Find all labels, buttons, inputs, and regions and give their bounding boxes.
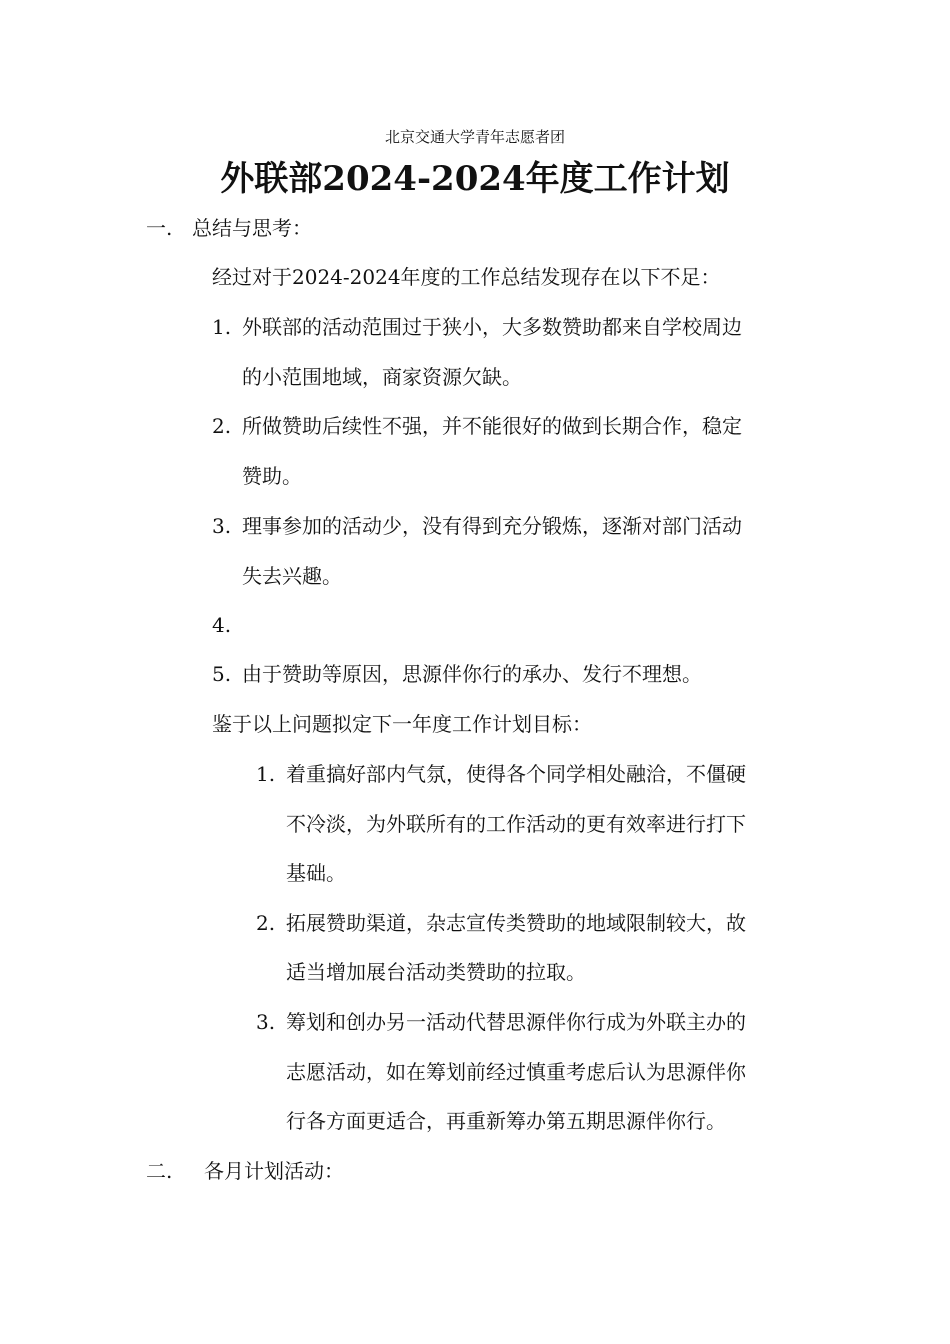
section-heading-monthly: [146, 1157, 344, 1185]
section-number: 二.: [146, 1159, 173, 1183]
list-text: 理事参加的活动少，没有得到充分锻炼，逐渐对部门活动: [242, 514, 742, 538]
section-heading-text: 总结与思考：: [192, 216, 312, 240]
list-text: 筹划和创办另一活动代替思源伴你行成为外联主办的: [286, 1010, 746, 1034]
list-number: 2.: [256, 911, 276, 935]
list-number: 1.: [212, 315, 232, 339]
list-item: [212, 412, 742, 440]
list-text: 由于赞助等原因，思源伴你行的承办、发行不理想。: [242, 662, 702, 686]
section-number: 一.: [146, 216, 173, 240]
list-continuation: 志愿活动，如在筹划前经过慎重考虑后认为思源伴你: [286, 1060, 746, 1084]
list-number: 1.: [256, 762, 276, 786]
list-text: 所做赞助后续性不强，并不能很好的做到长期合作，稳定: [242, 414, 742, 438]
list-item: [212, 660, 702, 688]
list-text: 着重搞好部内气氛，使得各个同学相处融洽，不僵硬: [286, 762, 746, 786]
list-item: [256, 760, 746, 788]
list-item: [212, 313, 742, 341]
list-number: 5.: [212, 662, 232, 686]
section-heading-summary: [146, 214, 312, 242]
list-continuation: 不冷淡，为外联所有的工作活动的更有效率进行打下: [286, 812, 746, 836]
organization-name: 北京交通大学青年志愿者团: [384, 128, 565, 146]
list-continuation: 的小范围地域，商家资源欠缺。: [242, 365, 522, 389]
section-heading-text: 各月计划活动：: [204, 1159, 344, 1183]
list-continuation: 适当增加展台活动类赞助的拉取。: [286, 960, 586, 984]
list-number: 4.: [212, 613, 232, 637]
list-item: [212, 512, 742, 540]
summary-intro: 经过对于2024-2024年度的工作总结发现存在以下不足：: [212, 265, 721, 289]
list-number: 3.: [256, 1010, 276, 1034]
list-item: [256, 1008, 746, 1036]
list-item: [212, 611, 242, 639]
list-item: [256, 909, 746, 937]
goals-intro: 鉴于以上问题拟定下一年度工作计划目标：: [212, 712, 592, 736]
list-continuation: 赞助。: [242, 464, 302, 488]
list-continuation: 失去兴趣。: [242, 564, 342, 588]
document-title: 外联部2024-2024年度工作计划: [220, 159, 730, 199]
list-number: 2.: [212, 414, 232, 438]
list-continuation: 基础。: [286, 861, 346, 885]
list-number: 3.: [212, 514, 232, 538]
list-text: 拓展赞助渠道，杂志宣传类赞助的地域限制较大，故: [286, 911, 746, 935]
list-continuation: 行各方面更适合，再重新筹办第五期思源伴你行。: [286, 1109, 726, 1133]
list-text: 外联部的活动范围过于狭小，大多数赞助都来自学校周边: [242, 315, 742, 339]
